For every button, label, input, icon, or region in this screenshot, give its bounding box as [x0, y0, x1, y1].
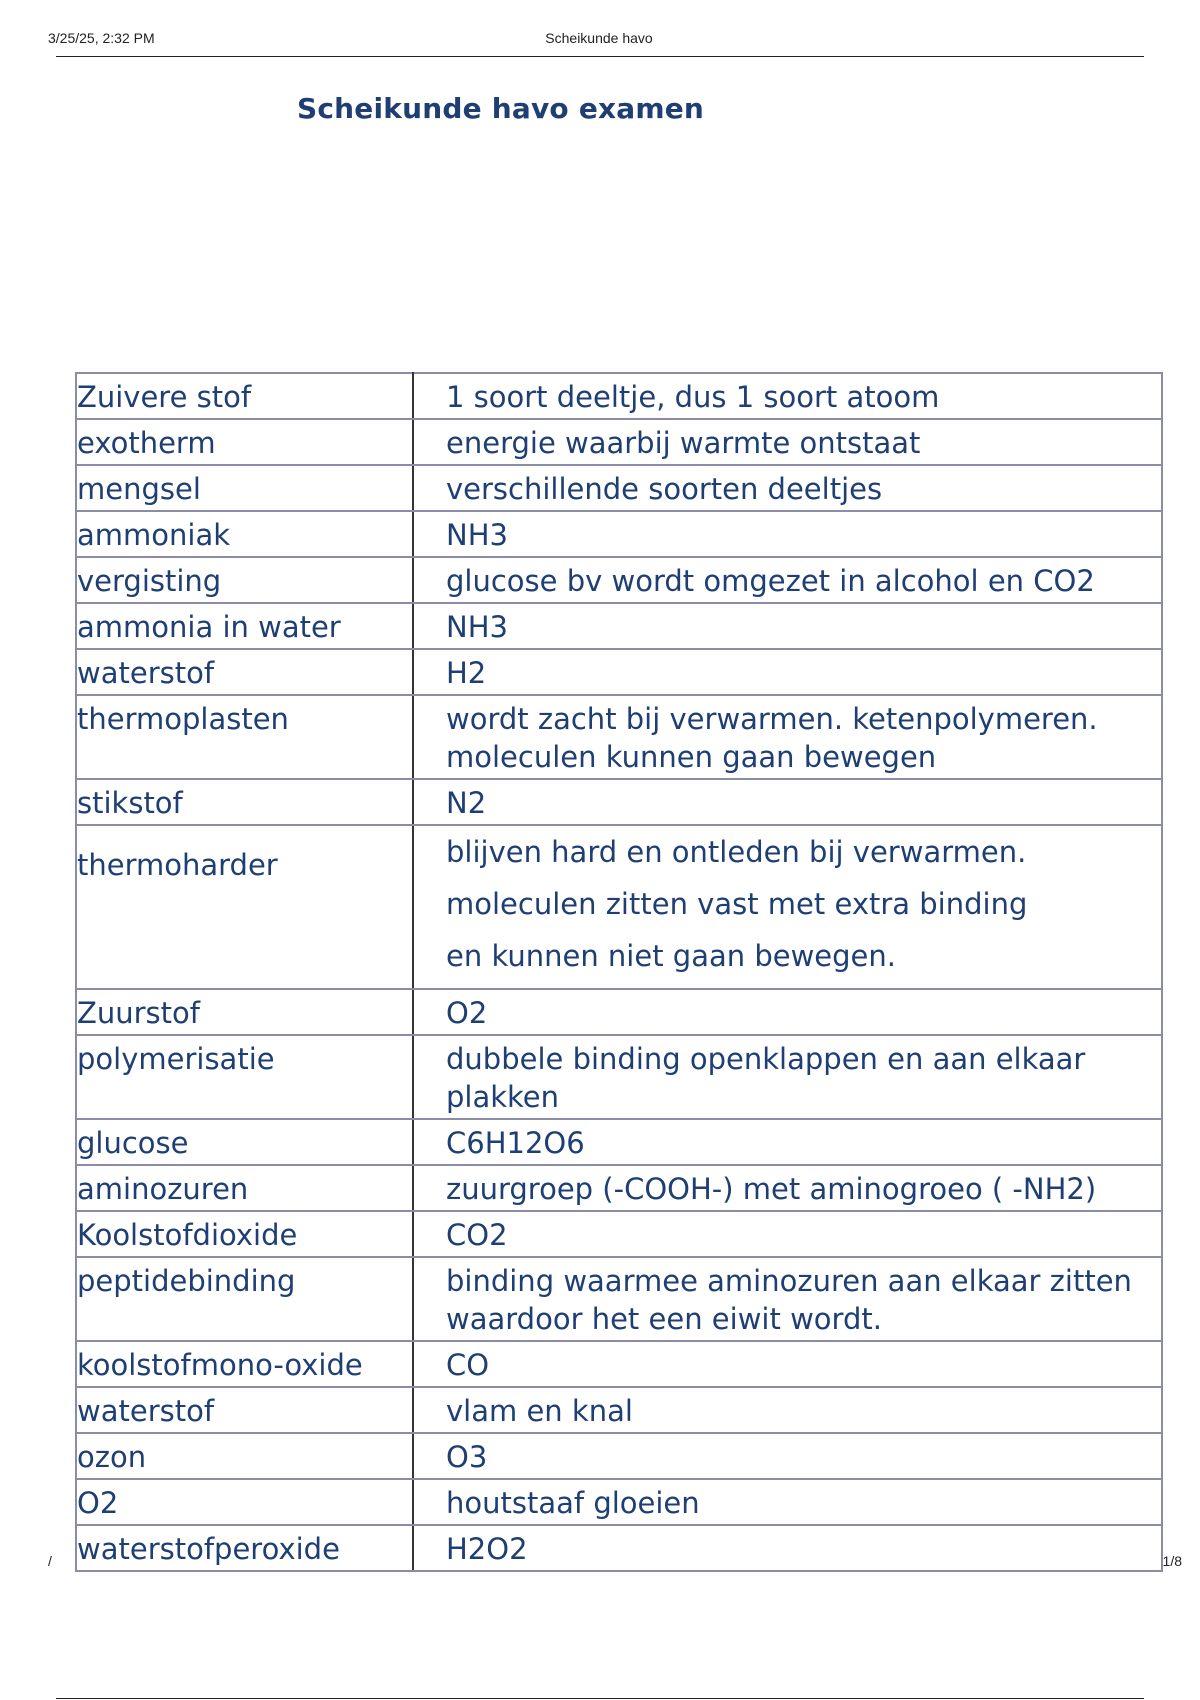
- table-row: [76, 1035, 1162, 1119]
- definition-cell: O3: [413, 1433, 1162, 1479]
- glossary-table: [75, 372, 1163, 1572]
- term-cell: O2: [76, 1479, 413, 1525]
- definition-cell: glucose bv wordt omgezet in alcohol en CO2: [413, 557, 1162, 603]
- term-cell: peptidebinding: [76, 1257, 413, 1341]
- table-row: [76, 1119, 1162, 1165]
- print-url: /: [48, 1553, 52, 1569]
- term-cell: ozon: [76, 1433, 413, 1479]
- definition-cell: 1 soort deeltje, dus 1 soort atoom: [413, 373, 1162, 419]
- table-row: [76, 649, 1162, 695]
- term-cell: ammonia in water: [76, 603, 413, 649]
- table-row: [76, 695, 1162, 779]
- definition-cell: H2: [413, 649, 1162, 695]
- definition-line: waardoor het een eiwit wordt.: [446, 1302, 882, 1336]
- definition-cell: [413, 1035, 1162, 1119]
- term-cell: waterstof: [76, 649, 413, 695]
- table-row: [76, 989, 1162, 1035]
- definition-cell: N2: [413, 779, 1162, 825]
- definition-cell: NH3: [413, 603, 1162, 649]
- page-number: 1/8: [1162, 1553, 1182, 1569]
- definition-cell: NH3: [413, 511, 1162, 557]
- table-row: [76, 511, 1162, 557]
- definition-cell: zuurgroep (-COOH-) met aminogroeo ( -NH2): [413, 1165, 1162, 1211]
- table-row: [76, 1387, 1162, 1433]
- table-row: [76, 1341, 1162, 1387]
- term-cell: glucose: [76, 1119, 413, 1165]
- term-cell: polymerisatie: [76, 1035, 413, 1119]
- definition-cell: [413, 825, 1162, 989]
- term-cell: koolstofmono-oxide: [76, 1341, 413, 1387]
- table-row: [76, 1257, 1162, 1341]
- definition-line: wordt zacht bij verwarmen. ketenpolymeren.: [446, 702, 1098, 736]
- definition-cell: [413, 695, 1162, 779]
- definition-cell: CO2: [413, 1211, 1162, 1257]
- definition-cell: houtstaaf gloeien: [413, 1479, 1162, 1525]
- definition-cell: H2O2: [413, 1525, 1162, 1571]
- definition-cell: C6H12O6: [413, 1119, 1162, 1165]
- definition-line: moleculen kunnen gaan bewegen: [446, 740, 937, 774]
- page-title: Scheikunde havo examen: [297, 92, 705, 125]
- definition-line: plakken: [446, 1080, 560, 1114]
- definition-line: dubbele binding openklappen en aan elkaar: [446, 1042, 1086, 1076]
- term-cell: aminozuren: [76, 1165, 413, 1211]
- definition-cell: energie waarbij warmte ontstaat: [413, 419, 1162, 465]
- definition-cell: verschillende soorten deeltjes: [413, 465, 1162, 511]
- term-cell: vergisting: [76, 557, 413, 603]
- table-row: [76, 603, 1162, 649]
- table-row: [76, 419, 1162, 465]
- table-row: [76, 373, 1162, 419]
- term-cell: Koolstofdioxide: [76, 1211, 413, 1257]
- term-cell: thermoharder: [76, 825, 413, 989]
- print-doc-title: Scheikunde havo: [545, 30, 653, 46]
- term-cell: thermoplasten: [76, 695, 413, 779]
- definition-line: blijven hard en ontleden bij verwarmen.: [446, 835, 1027, 869]
- definition-line: en kunnen niet gaan bewegen.: [446, 939, 896, 973]
- print-header: [48, 30, 1150, 50]
- definition-cell: [413, 1257, 1162, 1341]
- table-row: [76, 557, 1162, 603]
- table-row: [76, 825, 1162, 989]
- term-cell: Zuurstof: [76, 989, 413, 1035]
- term-cell: mengsel: [76, 465, 413, 511]
- definition-cell: O2: [413, 989, 1162, 1035]
- term-cell: exotherm: [76, 419, 413, 465]
- term-cell: ammoniak: [76, 511, 413, 557]
- term-cell: waterstofperoxide: [76, 1525, 413, 1571]
- print-footer: [48, 1553, 1182, 1573]
- table-row: [76, 1479, 1162, 1525]
- table-row: [76, 1165, 1162, 1211]
- table-row: [76, 1433, 1162, 1479]
- header-divider: [56, 56, 1144, 57]
- term-cell: stikstof: [76, 779, 413, 825]
- table-row: [76, 1211, 1162, 1257]
- term-cell: Zuivere stof: [76, 373, 413, 419]
- print-date: 3/25/25, 2:32 PM: [48, 30, 155, 46]
- table-row: [76, 779, 1162, 825]
- definition-cell: CO: [413, 1341, 1162, 1387]
- definition-line: moleculen zitten vast met extra binding: [446, 887, 1028, 921]
- footer-divider: [56, 1698, 1144, 1699]
- definition-line: binding waarmee aminozuren aan elkaar zitten: [446, 1264, 1132, 1298]
- definition-cell: vlam en knal: [413, 1387, 1162, 1433]
- table-row: [76, 465, 1162, 511]
- term-cell: waterstof: [76, 1387, 413, 1433]
